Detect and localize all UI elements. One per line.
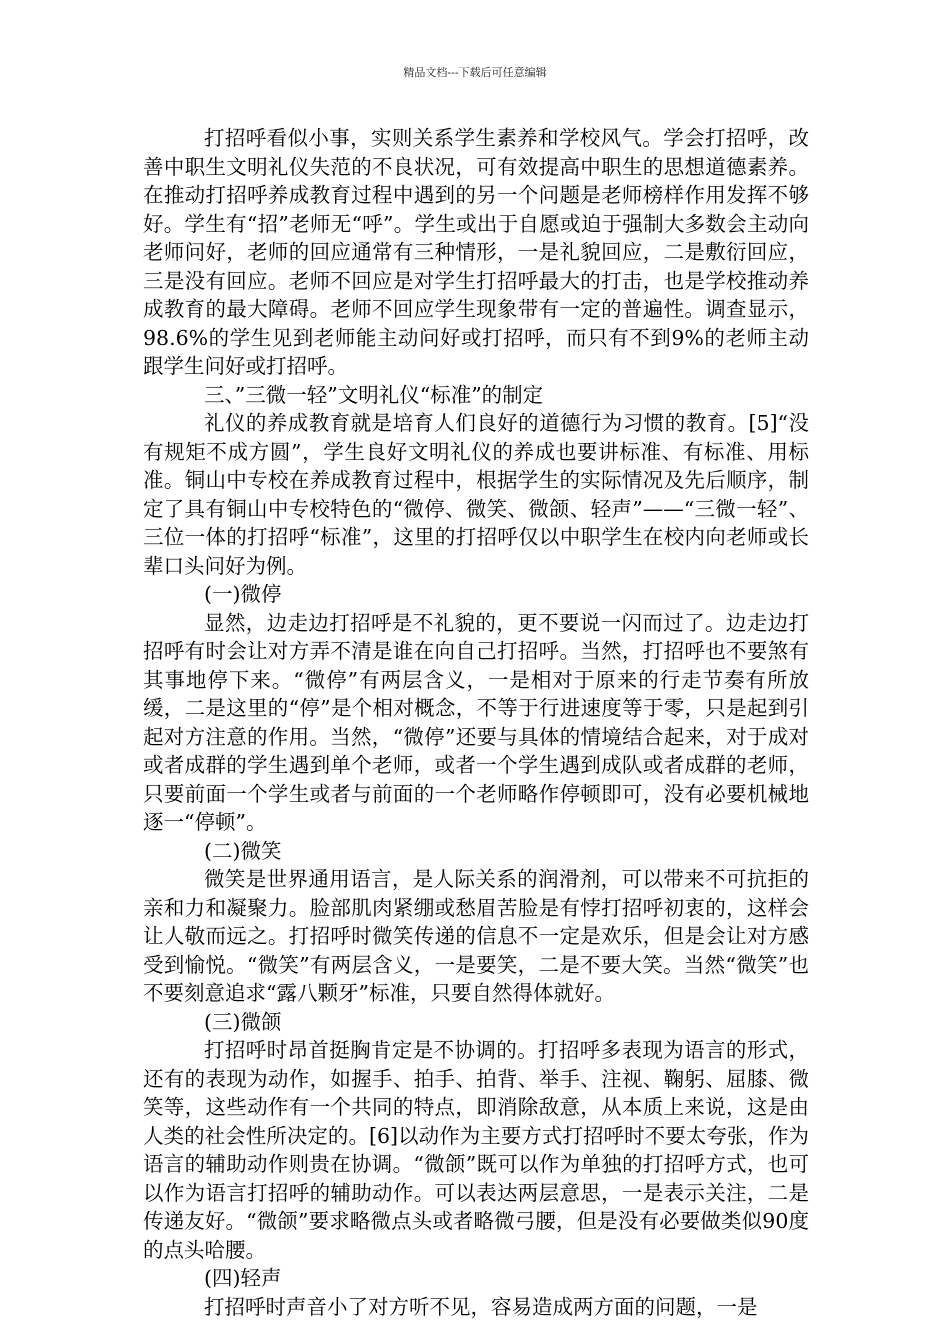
page-header: 精品文档---下载后可任意编辑 xyxy=(403,66,547,79)
subheading-slight-nod: (三)微颌 xyxy=(204,1009,282,1034)
paragraph-greeting-importance: 打招呼看似小事，实则关系学生素养和学校风气。学会打招呼，改善中职生文明礼仪失范的不良状况，可有效提高中职生的思想道德素养。在推动打招呼养成教育过程中遇到的另一个问题是老师榜样作用发挥不够好。学生有“招”老师无“呼”。学生或出于自愿或迫于强制大多数会主动向老师问好，老师的回应通常有三种情形，一是礼貌回应，二是敷衍回应，三是没有回应。老师不回应是对学生打招呼最大的打击，也是学校推动养成教育的最大障碍。老师不回应学生现象带有一定的普遍性。调查显示，98.6%的学生见到老师能主动问好或打招呼，而只有不到9%的老师主动跟学生问好或打招呼。 xyxy=(143,126,809,378)
subheading-smile: (二)微笑 xyxy=(204,838,282,863)
paragraph-etiquette-education: 礼仪的养成教育就是培育人们良好的道德行为习惯的教育。[5]“没有规矩不成方圆”，学生良好文明礼仪的养成也要讲标准、有标准、用标准。铜山中专校在养成教育过程中，根据学生的实际情况及先后顺序，制定了具有铜山中专校特色的“微停、微笑、微颌、轻声”——“三微一轻”、三位一体的打招呼“标准”，这里的打招呼仅以中职学生在校内向老师或长辈口头问好为例。 xyxy=(143,411,809,578)
section-heading-standards: 三、”三微一轻”文明礼仪“标准”的制定 xyxy=(204,382,544,407)
paragraph-slight-pause: 显然，边走边打招呼是不礼貌的，更不要说一闪而过了。边走边打招呼有时会让对方弄不清是谁在向自己打招呼。当然，打招呼也不要煞有其事地停下来。“微停”有两层含义，一是相对于原来的行走节奏有所放缓，二是这里的“停”是个相对概念，不等于行进速度等于零，只是起到引起对方注意的作用。当然，“微停”还要与具体的情境结合起来，对于成对或者成群的学生遇到单个老师，或者一个学生遇到成队或者成群的老师，只要前面一个学生或者与前面的一个老师略作停顿即可，没有必要机械地逐一“停顿”。 xyxy=(143,610,809,834)
paragraph-soft-voice: 打招呼时声音小了对方听不见，容易造成两方面的问题，一是 xyxy=(204,1294,758,1319)
subheading-slight-pause: (一)微停 xyxy=(204,582,282,606)
document-body xyxy=(143,124,809,1321)
paragraph-smile: 微笑是世界通用语言，是人际关系的润滑剂，可以带来不可抗拒的亲和力和凝聚力。脸部肌肉紧绷或愁眉苦脸是有悖打招呼初衷的，这样会让人敬而远之。打招呼时微笑传递的信息不一定是欢乐，但是会让对方感受到愉悦。“微笑”有两层含义，一是要笑，二是不要大笑。当然“微笑”也不要刻意追求“露八颗牙”标准，只要自然得体就好。 xyxy=(143,867,809,1005)
subheading-soft-voice: (四)轻声 xyxy=(204,1266,282,1290)
paragraph-slight-nod: 打招呼时昂首挺胸肯定是不协调的。打招呼多表现为语言的形式，还有的表现为动作，如握手、拍手、拍背、举手、注视、鞠躬、屈膝、微笑等，这些动作有一个共同的特点，即消除敌意，从本质上来说，这是由人类的社会性所决定的。[6]以动作为主要方式打招呼时不要太夸张，作为语言的辅助动作则贵在协调。“微颌”既可以作为单独的打招呼方式，也可以作为语言打招呼的辅助动作。可以表达两层意思，一是表示关注，二是传递友好。“微颌”要求略微点头或者略微弓腰，但是没有必要做类似90度的点头哈腰。 xyxy=(143,1038,809,1262)
